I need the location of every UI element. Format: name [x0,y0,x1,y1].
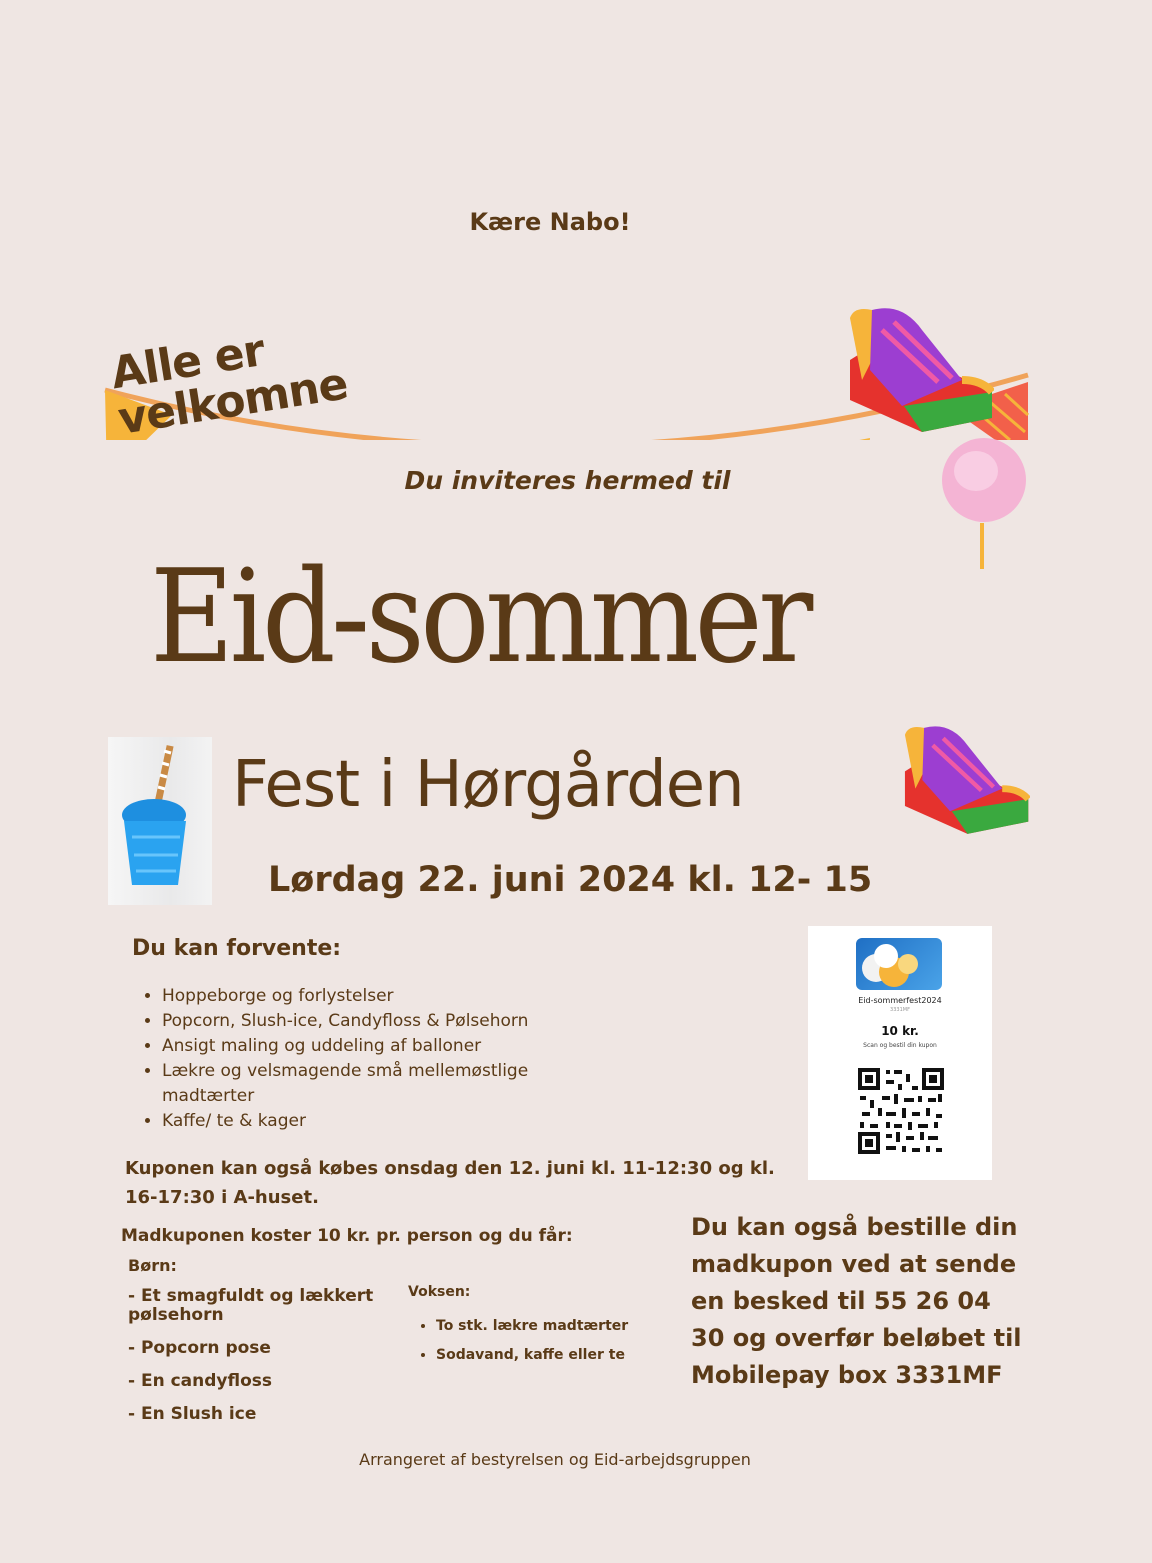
expect-list [140,984,582,1134]
kids-heading: Børn: [128,1256,177,1275]
bouncy-slide-icon-2 [898,710,1030,850]
qr-box-code: 3331MF [890,1007,910,1013]
list-item: • To stk. lækre madtærter [436,1312,628,1341]
event-subtitle: Fest i Hørgården [232,748,744,822]
list-item: • Sodavand, kaffe eller te [436,1341,628,1370]
cotton-candy-icon [940,425,1030,570]
greeting: Kære Nabo! [469,208,631,236]
bouncy-slide-icon [842,300,994,440]
mobilepay-qr-card[interactable] [808,926,992,1180]
list-item: • Ansigt maling og uddeling af balloner [162,1034,582,1059]
list-item: • Lækre og velsmagende små mellemøstlige madtærter [162,1059,582,1109]
order-instructions: Du kan også bestille din madkupon ved at sende en besked til 55 26 04 30 og overfør beløbet til Mobilepay box 3331MF [691,1213,1022,1389]
adults-heading: Voksen: [408,1284,471,1300]
welcome-text: Alle er velkomne [107,324,351,445]
list-item: - En Slush ice [128,1404,257,1424]
qr-code-icon[interactable] [856,1066,946,1156]
event-title: Eid-sommer [150,543,809,692]
slush-ice-photo [108,737,212,905]
qr-event-name: Eid-sommerfest2024 [858,996,942,1005]
list-item: - Popcorn pose [128,1338,271,1358]
list-item: - Et smagfuldt og lækkert pølsehorn [128,1286,374,1325]
list-item: - En candyfloss [128,1371,273,1391]
expect-heading: Du kan forvente: [132,936,342,961]
price-note: Madkuponen koster 10 kr. pr. person og du får: [121,1226,573,1246]
coupon-sale-note: Kuponen kan også købes onsdag den 12. juni kl. 11-12:30 og kl. 16-17:30 i A-huset. [125,1158,775,1208]
qr-cta: Scan og bestil din kupon [863,1042,937,1049]
event-date: Lørdag 22. juni 2024 kl. 12- 15 [268,860,873,900]
list-item: • Hoppeborge og forlystelser [162,984,582,1009]
organizer-footer: Arrangeret af bestyrelsen og Eid-arbejdsgruppen [359,1450,751,1469]
qr-price: 10 kr. [881,1024,919,1038]
balloons-thumbnail [856,938,942,990]
adults-list [420,1312,628,1370]
list-item: • Popcorn, Slush-ice, Candyfloss & Pølsehorn [162,1009,582,1034]
list-item: • Kaffe/ te & kager [162,1109,582,1134]
invite-text: Du inviteres hermed til [404,466,731,495]
kids-list [128,1287,388,1438]
